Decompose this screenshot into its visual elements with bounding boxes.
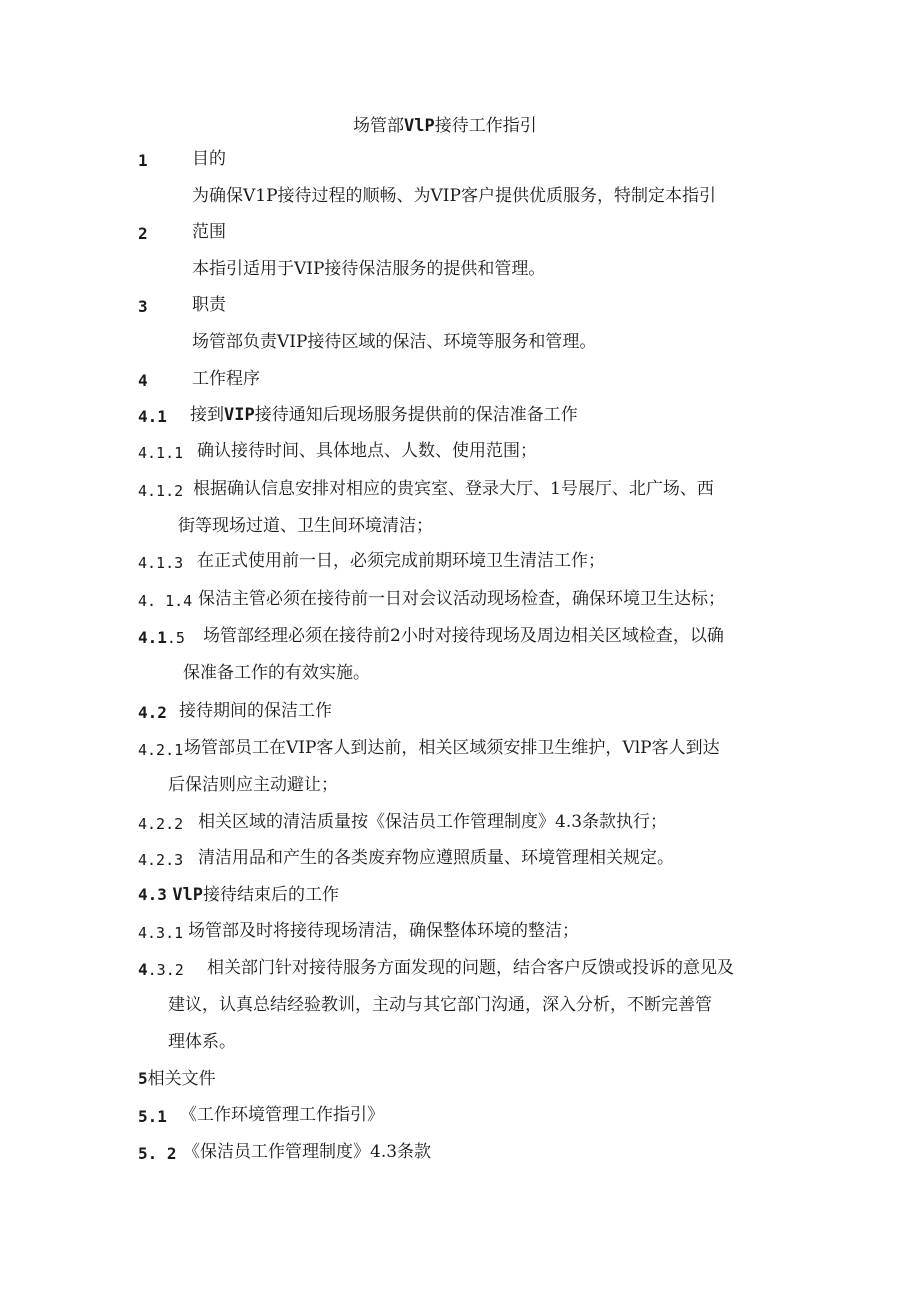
section-1-heading: 目的	[192, 149, 226, 169]
section-2-number: 2	[138, 224, 148, 243]
item-4-3-2-continuation-2: 理体系。	[168, 1032, 236, 1052]
section-3-body: 场管部负责VIP接待区域的保洁、环境等服务和管理。	[192, 332, 597, 352]
item-4-3-1-text: 场管部及时将接待现场清洁，确保整体环境的整洁；	[188, 921, 579, 941]
item-4-2-2-text: 相关区域的清洁质量按《保洁员工作管理制度》4.3条款执行；	[198, 812, 668, 832]
section-5-number: 5	[138, 1069, 148, 1088]
item-4-1-5-text: 场管部经理必须在接待前2小时对接待现场及周边相关区域检查，以确	[203, 626, 724, 646]
title-vip: VlP	[404, 116, 435, 136]
section-5-text: 相关文件	[147, 1069, 216, 1089]
section-1-number: 1	[138, 151, 148, 170]
ref-5-1-text: 《工作环境管理工作指引》	[180, 1105, 384, 1125]
item-4-2-1-number: 4.2.1	[138, 741, 184, 759]
section-4-3-heading	[138, 884, 339, 906]
section-2-heading: 范围	[192, 222, 226, 242]
item-4-3-2-number-tail: .3.2	[147, 961, 184, 979]
ref-5-2-text: 《保洁员工作管理制度》4.3条款	[183, 1142, 432, 1162]
section-4-1-post: 接待通知后现场服务提供前的保洁准备工作	[254, 405, 578, 425]
item-4-3-2-text: 相关部门针对接待服务方面发现的问题，结合客户反馈或投诉的意见及	[207, 958, 734, 978]
item-4-1-1-text: 确认接待时间、具体地点、人数、使用范围；	[197, 441, 537, 461]
item-4-1-1-number: 4.1.1	[138, 444, 184, 462]
item-4-3-2-number-bold: 4	[138, 960, 148, 979]
item-4-2-1-continuation: 后保洁则应主动避让；	[168, 775, 338, 795]
section-4-1-vip: VIP	[224, 405, 255, 425]
section-3-heading: 职责	[192, 295, 226, 315]
item-4-3-2-continuation-1: 建议，认真总结经验教训，主动与其它部门沟通，深入分析，不断完善管	[168, 995, 712, 1015]
item-4-3-2-number	[138, 959, 184, 981]
item-4-1-4-text: 保洁主管必须在接待前一日对会议活动现场检查，确保环境卫生达标；	[198, 589, 725, 609]
item-4-1-2-continuation: 街等现场过道、卫生间环境清洁；	[178, 516, 433, 536]
section-4-1-heading	[190, 404, 578, 426]
section-3-number: 3	[138, 297, 148, 316]
section-4-3-vip: VlP	[172, 885, 204, 905]
section-4-3-text: 接待结束后的工作	[203, 885, 340, 905]
section-5-heading	[138, 1068, 216, 1090]
item-4-1-3-text: 在正式使用前一日，必须完成前期环境卫生清洁工作；	[197, 551, 605, 571]
item-4-1-5-continuation: 保准备工作的有效实施。	[183, 663, 370, 683]
ref-5-2-number: 5. 2	[138, 1144, 177, 1163]
section-1-body: 为确保V1P接待过程的顺畅、为VIP客户提供优质服务，特制定本指引	[192, 186, 716, 206]
page-title	[353, 115, 537, 137]
item-4-1-5-number-tail: .5	[166, 629, 185, 647]
item-4-2-3-number: 4.2.3	[138, 851, 184, 869]
title-prefix: 场管部	[353, 116, 404, 136]
item-4-1-4-number: 4. 1.4	[138, 592, 193, 610]
item-4-1-3-number: 4.1.3	[138, 554, 184, 572]
item-4-2-3-text: 清洁用品和产生的各类废弃物应遵照质量、环境管理相关规定。	[198, 848, 674, 868]
section-4-number: 4	[138, 371, 148, 390]
section-2-body: 本指引适用于VIP接待保洁服务的提供和管理。	[192, 259, 546, 279]
item-4-1-5-number-bold: 4.1	[138, 628, 167, 647]
item-4-1-5-number	[138, 627, 185, 649]
section-4-1-pre: 接到	[190, 405, 224, 425]
section-4-2-heading: 接待期间的保洁工作	[179, 701, 332, 721]
section-4-1-number: 4.1	[138, 407, 167, 426]
title-suffix: 接待工作指引	[434, 116, 537, 136]
item-4-2-1-text: 场管部员工在VIP客人到达前，相关区域须安排卫生维护，VlP客人到达	[184, 738, 720, 758]
item-4-1-2-number: 4.1.2	[138, 482, 184, 500]
item-4-1-2-text: 根据确认信息安排对相应的贵宾室、登录大厅、1号展厅、北广场、西	[193, 479, 714, 499]
item-4-3-1-number: 4.3.1	[138, 924, 184, 942]
section-4-2-number: 4.2	[138, 703, 167, 722]
ref-5-1-number: 5.1	[138, 1107, 167, 1126]
item-4-2-2-number: 4.2.2	[138, 815, 184, 833]
section-4-3-number: 4.3	[138, 885, 167, 904]
section-4-heading: 工作程序	[192, 369, 260, 389]
